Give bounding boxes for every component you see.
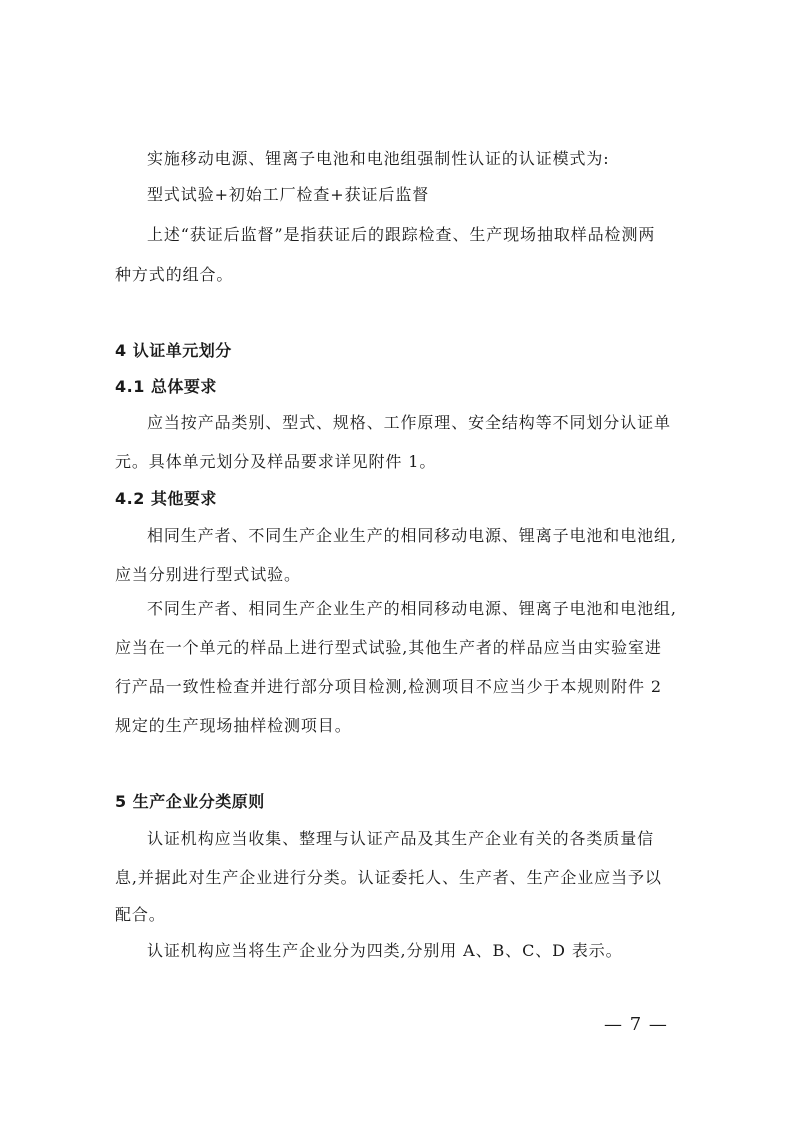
paragraph-4-2-p1-line1: 相同生产者、不同生产企业生产的相同移动电源、锂离子电池和电池组, — [147, 526, 677, 545]
paragraph-4-1-line1: 应当按产品类别、型式、规格、工作原理、安全结构等不同划分认证单 — [147, 413, 671, 432]
section-heading-5: 5 生产企业分类原则 — [115, 792, 265, 811]
paragraph-5-p1-line2: 息,并据此对生产企业进行分类。认证委托人、生产者、生产企业应当予以 — [115, 868, 662, 887]
paragraph-supervision-line2: 种方式的组合。 — [115, 265, 234, 284]
paragraph-4-2-p1-line2: 应当分别进行型式试验。 — [115, 565, 301, 584]
paragraph-supervision-line1: 上述“获证后监督”是指获证后的跟踪检查、生产现场抽取样品检测两 — [147, 225, 656, 244]
paragraph-4-2-p2-line3: 行产品一致性检查并进行部分项目检测,检测项目不应当少于本规则附件 2 — [115, 677, 662, 696]
subsection-heading-4-1: 4.1 总体要求 — [115, 377, 217, 396]
section-heading-4: 4 认证单元划分 — [115, 341, 232, 360]
paragraph-4-2-p2-line1: 不同生产者、相同生产企业生产的相同移动电源、锂离子电池和电池组, — [147, 599, 677, 618]
subsection-heading-4-2: 4.2 其他要求 — [115, 489, 217, 508]
paragraph-4-2-p2-line2: 应当在一个单元的样品上进行型式试验,其他生产者的样品应当由实验室进 — [115, 638, 662, 657]
paragraph-5-p1-line1: 认证机构应当收集、整理与认证产品及其生产企业有关的各类质量信 — [147, 829, 655, 848]
paragraph-5-p2: 认证机构应当将生产企业分为四类,分别用 A、B、C、D 表示。 — [147, 941, 623, 960]
paragraph-4-1-line2: 元。具体单元划分及样品要求详见附件 1。 — [115, 452, 437, 471]
paragraph-certification-mode: 实施移动电源、锂离子电池和电池组强制性认证的认证模式为: — [147, 149, 610, 168]
paragraph-4-2-p2-line4: 规定的生产现场抽样检测项目。 — [115, 716, 352, 735]
paragraph-5-p1-line3: 配合。 — [115, 905, 166, 924]
page-number: — 7 — — [604, 1014, 668, 1035]
paragraph-mode-formula: 型式试验+初始工厂检查+获证后监督 — [147, 185, 430, 204]
